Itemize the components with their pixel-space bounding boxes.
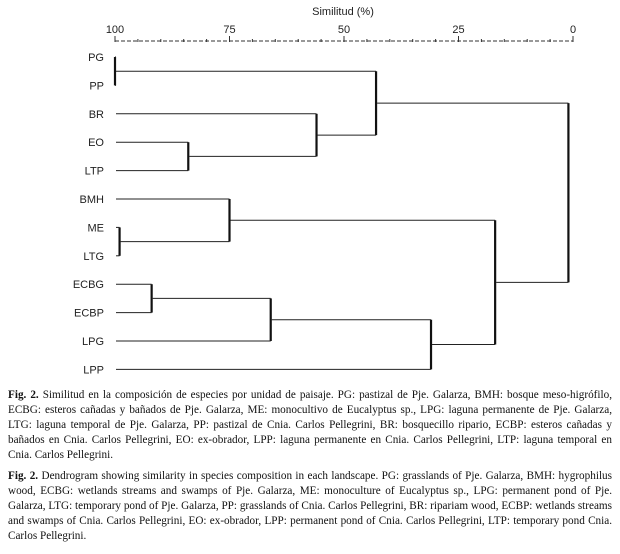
leaf-label: LTG xyxy=(83,250,104,263)
caption-label: Fig. 2. xyxy=(8,470,39,482)
leaf-label: LPG xyxy=(81,336,104,348)
axis-tick-label: 50 xyxy=(337,24,351,36)
leaf-label: PG xyxy=(88,52,104,64)
axis-tick-label: 100 xyxy=(105,24,125,36)
axis-tick-label: 75 xyxy=(223,24,236,36)
caption-label: Fig. 2. xyxy=(8,389,39,401)
leaf-label: EO xyxy=(88,137,104,150)
axis-tick-label: 25 xyxy=(452,24,465,36)
similarity-axis xyxy=(106,24,576,42)
leaf-label: LTP xyxy=(84,165,104,178)
figure-caption-spanish xyxy=(8,388,612,463)
leaf-label: ECBG xyxy=(72,279,104,292)
leaf-label: ME xyxy=(87,222,104,235)
caption-text: Dendrogram showing similarity in species composition in each landscape. PG: grasslands of Pje. Galarza, BMH: hygrophilus wood, ECBG: wetlands streams and swamps of Pje. Galarza, ME: monoculture of Eucalyptus sp., LPG: permanent pond of Pje. Galarza, LTG: temporary pond of Pje. Galarza, PP: grasslands of Cnia. Carlos Pellegrini, BR: ripariam wood, ECBP: wetlands streams and swamps of Cnia. Carlos Pellegrini, EO: ex-obrador, LPP: permanent pond of Cnia. Carlos Pellegrini, LTP: temporary pond Cnia. Carlos Pellegrini. xyxy=(8,470,612,542)
leaf-labels xyxy=(73,52,105,376)
axis-title: Similitud (%) xyxy=(312,6,374,18)
leaf-label: LPP xyxy=(83,364,104,377)
leaf-label: BMH xyxy=(79,194,104,206)
axis-tick-label: 0 xyxy=(569,24,577,36)
caption-text: Similitud en la composición de especies por unidad de paisaje. PG: pastizal de Pje. Galarza, BMH: bosque meso-higrófilo, ECBG: esteros cañadas y bañados de Pje. Galarza, ME: monocultivo de Eucalyptus sp., LPG: laguna permanente de Pje. Galarza, LTG: laguna temporal de Pje. Galarza, PP: pastizal de Cnia. Carlos Pellegrini, BR: bosquecillo ripario, ECBP: esteros cañadas y bañados en Cnia. Carlos Pellegrini, EO: ex-obrador, LPP: laguna permanente en Cnia. Carlos Pellegrini, LTP: laguna temporal en Cnia. Carlos Pellegrini. xyxy=(8,389,613,461)
leaf-label: BR xyxy=(88,108,104,121)
figure-caption-english xyxy=(8,469,612,544)
dendrogram-links xyxy=(115,57,568,369)
leaf-label: ECBP xyxy=(74,307,104,320)
leaf-label: PP xyxy=(89,80,104,93)
